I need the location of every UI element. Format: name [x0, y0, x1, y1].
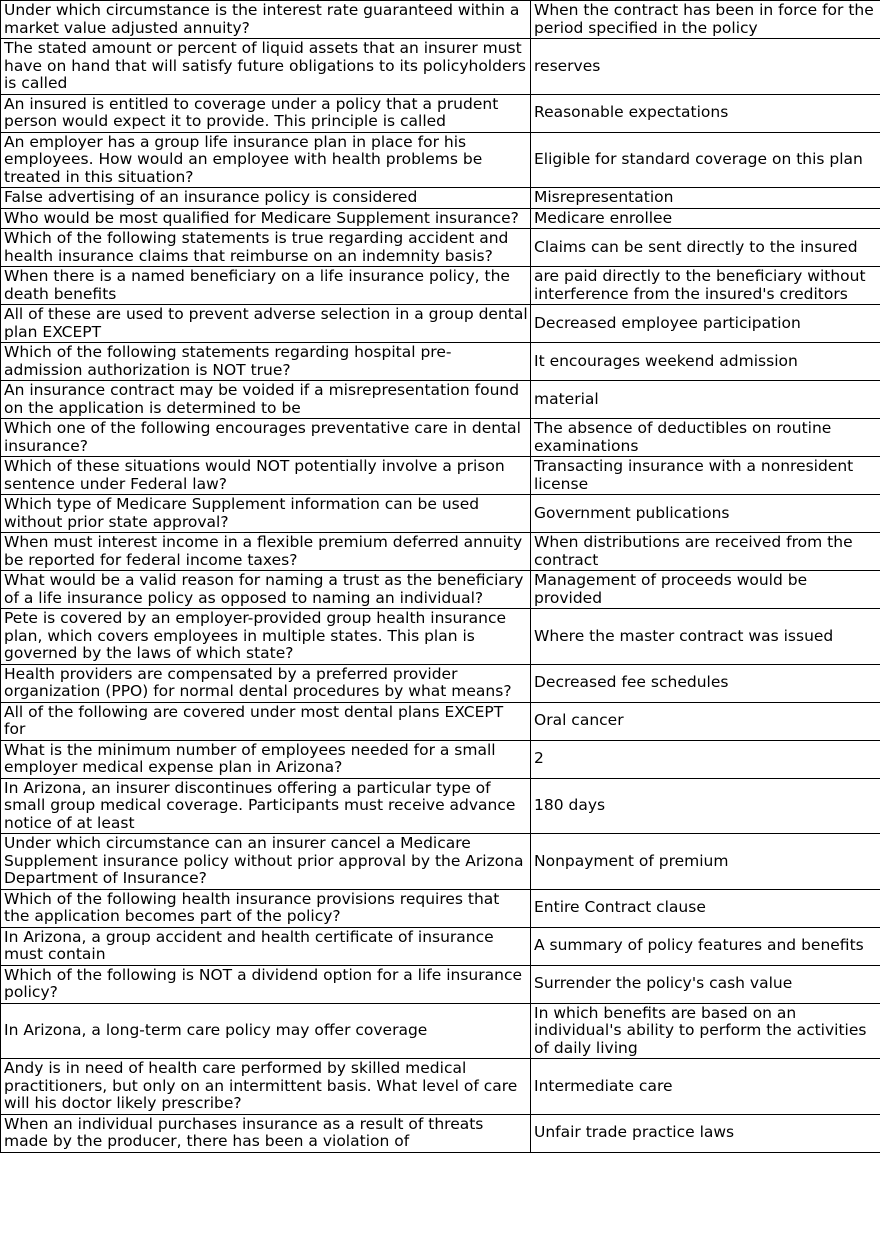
answer-cell: Management of proceeds would be provided	[531, 571, 880, 609]
answer-cell: reserves	[531, 39, 880, 95]
question-cell: The stated amount or percent of liquid assets that an insurer must have on hand that will satisfy future obligations to its policyholders is called	[1, 39, 531, 95]
table-row	[1, 834, 880, 890]
table-row	[1, 457, 880, 495]
answer-cell: 180 days	[531, 778, 880, 834]
question-cell: In Arizona, an insurer discontinues offering a particular type of small group medical coverage. Participants must receive advance notice of at least	[1, 778, 531, 834]
question-cell: Which type of Medicare Supplement information can be used without prior state approval?	[1, 495, 531, 533]
question-cell: Which of these situations would NOT potentially involve a prison sentence under Federal law?	[1, 457, 531, 495]
answer-cell: Eligible for standard coverage on this plan	[531, 132, 880, 188]
answer-cell: When the contract has been in force for the period specified in the policy	[531, 1, 880, 39]
table-row	[1, 94, 880, 132]
question-cell: All of the following are covered under most dental plans EXCEPT for	[1, 702, 531, 740]
answer-cell: Reasonable expectations	[531, 94, 880, 132]
table-row	[1, 229, 880, 267]
table-row	[1, 1, 880, 39]
question-cell: Which of the following is NOT a dividend option for a life insurance policy?	[1, 965, 531, 1003]
answer-cell: When distributions are received from the contract	[531, 533, 880, 571]
table-row	[1, 927, 880, 965]
answer-cell: Nonpayment of premium	[531, 834, 880, 890]
question-cell: Under which circumstance is the interest rate guaranteed within a market value adjusted annuity?	[1, 1, 531, 39]
answer-cell: Intermediate care	[531, 1059, 880, 1115]
question-cell: When must interest income in a flexible premium deferred annuity be reported for federal income taxes?	[1, 533, 531, 571]
question-cell: Under which circumstance can an insurer cancel a Medicare Supplement insurance policy without prior approval by the Arizona Department of Insurance?	[1, 834, 531, 890]
question-cell: When there is a named beneficiary on a life insurance policy, the death benefits	[1, 267, 531, 305]
question-cell: Andy is in need of health care performed by skilled medical practitioners, but only on an intermittent basis. What level of care will his doctor likely prescribe?	[1, 1059, 531, 1115]
table-row	[1, 778, 880, 834]
question-cell: All of these are used to prevent adverse selection in a group dental plan EXCEPT	[1, 305, 531, 343]
table-row	[1, 740, 880, 778]
answer-cell: Claims can be sent directly to the insured	[531, 229, 880, 267]
question-cell: An insurance contract may be voided if a misrepresentation found on the application is determined to be	[1, 381, 531, 419]
table-row	[1, 1059, 880, 1115]
question-cell: An insured is entitled to coverage under a policy that a prudent person would expect it to provide. This principle is called	[1, 94, 531, 132]
table-row	[1, 132, 880, 188]
table-row	[1, 609, 880, 665]
question-cell: What is the minimum number of employees needed for a small employer medical expense plan in Arizona?	[1, 740, 531, 778]
table-row	[1, 702, 880, 740]
question-cell: When an individual purchases insurance as a result of threats made by the producer, there has been a violation of	[1, 1114, 531, 1152]
answer-cell: Unfair trade practice laws	[531, 1114, 880, 1152]
answer-cell: Oral cancer	[531, 702, 880, 740]
answer-cell: The absence of deductibles on routine examinations	[531, 419, 880, 457]
question-cell: Who would be most qualified for Medicare Supplement insurance?	[1, 208, 531, 229]
answer-cell: A summary of policy features and benefits	[531, 927, 880, 965]
table-row	[1, 188, 880, 209]
question-cell: Which of the following health insurance provisions requires that the application becomes part of the policy?	[1, 889, 531, 927]
answer-cell: Surrender the policy's cash value	[531, 965, 880, 1003]
table-row	[1, 1114, 880, 1152]
question-cell: Health providers are compensated by a preferred provider organization (PPO) for normal dental procedures by what means?	[1, 664, 531, 702]
answer-cell: Transacting insurance with a nonresident license	[531, 457, 880, 495]
question-cell: An employer has a group life insurance plan in place for his employees. How would an employee with health problems be treated in this situation?	[1, 132, 531, 188]
answer-cell: 2	[531, 740, 880, 778]
table-row	[1, 267, 880, 305]
question-cell: Which of the following statements regarding hospital pre-admission authorization is NOT true?	[1, 343, 531, 381]
table-row	[1, 419, 880, 457]
answer-cell: Misrepresentation	[531, 188, 880, 209]
question-cell: False advertising of an insurance policy is considered	[1, 188, 531, 209]
answer-cell: Decreased employee participation	[531, 305, 880, 343]
table-row	[1, 533, 880, 571]
table-row	[1, 664, 880, 702]
answer-cell: material	[531, 381, 880, 419]
table-row	[1, 571, 880, 609]
table-row	[1, 305, 880, 343]
question-cell: In Arizona, a group accident and health certificate of insurance must contain	[1, 927, 531, 965]
table-row	[1, 39, 880, 95]
question-cell: Pete is covered by an employer-provided group health insurance plan, which covers employees in multiple states. This plan is governed by the laws of which state?	[1, 609, 531, 665]
table-row	[1, 1003, 880, 1059]
question-cell: Which one of the following encourages preventative care in dental insurance?	[1, 419, 531, 457]
answer-cell: Entire Contract clause	[531, 889, 880, 927]
answer-cell: Government publications	[531, 495, 880, 533]
answer-cell: are paid directly to the beneficiary without interference from the insured's creditors	[531, 267, 880, 305]
answer-cell: It encourages weekend admission	[531, 343, 880, 381]
question-cell: In Arizona, a long-term care policy may offer coverage	[1, 1003, 531, 1059]
answer-cell: Decreased fee schedules	[531, 664, 880, 702]
answer-cell: Where the master contract was issued	[531, 609, 880, 665]
table-row	[1, 965, 880, 1003]
table-row	[1, 381, 880, 419]
table-row	[1, 208, 880, 229]
question-cell: What would be a valid reason for naming a trust as the beneficiary of a life insurance policy as opposed to naming an individual?	[1, 571, 531, 609]
qa-table-body	[1, 1, 880, 1153]
table-row	[1, 343, 880, 381]
answer-cell: In which benefits are based on an individual's ability to perform the activities of daily living	[531, 1003, 880, 1059]
answer-cell: Medicare enrollee	[531, 208, 880, 229]
table-row	[1, 495, 880, 533]
table-row	[1, 889, 880, 927]
question-cell: Which of the following statements is true regarding accident and health insurance claims that reimburse on an indemnity basis?	[1, 229, 531, 267]
